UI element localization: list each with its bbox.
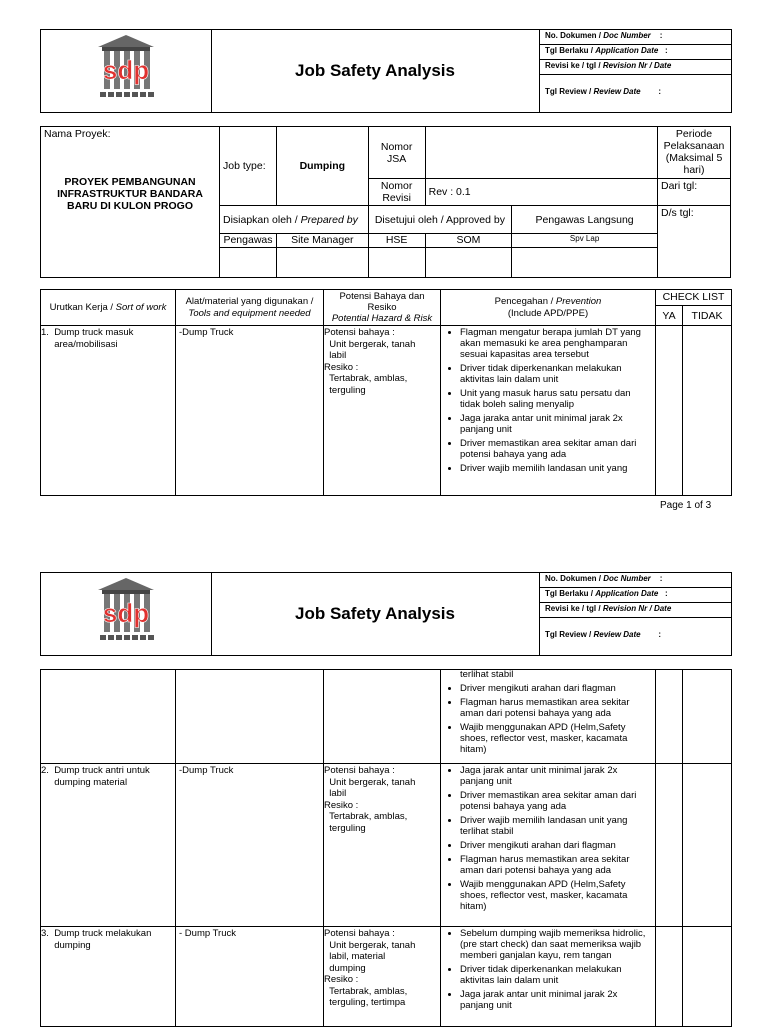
work-step-1: 1. Dump truck masuk area/mobilisasi: [41, 326, 176, 496]
check-tidak-2[interactable]: [683, 764, 732, 927]
prevention-item: • Driver mengikuti arahan dari flagman: [460, 840, 652, 851]
doc-header-page2: [40, 572, 732, 656]
prevention-list-cont: [444, 683, 652, 755]
prevention-item: • Wajib menggunakan APD (Helm,Safety shoes, reflector vest, masker, kacamata hitam): [460, 722, 652, 755]
prevention-item: • Driver wajib memilih landasan unit yang terlihat stabil: [460, 815, 652, 837]
signature-pengawas: Pengawas: [220, 234, 277, 278]
revision-row: Revisi ke / tgl / Revision Nr / Date: [540, 603, 732, 618]
prepared-by-label: Disiapkan oleh / Prepared by: [220, 206, 369, 234]
hazard-2: Potensi bahaya : Unit bergerak, tanah labil Resiko : Tertabrak, amblas, terguling: [324, 764, 441, 927]
prevention-item: • Wajib menggunakan APD (Helm,Safety shoes, reflector vest, masker, kacamata hitam): [460, 879, 652, 912]
work-step-cont: [41, 670, 176, 764]
hazard-cont: [324, 670, 441, 764]
signature-hse: HSE: [368, 234, 425, 278]
prevention-item: • Flagman harus memastikan area sekitar aman dari potensi bahaya yang ada: [460, 854, 652, 876]
project-name-cell: [41, 127, 220, 278]
work-step-3: 3. Dump truck melakukan dumping: [41, 927, 176, 1027]
prevention-cont: [441, 670, 656, 764]
prevention-list-1: [444, 327, 652, 474]
prevention-item: • Driver tidak diperkenankan melakukan aktivitas lain dalam unit: [460, 363, 652, 385]
doc-number-row: No. Dokumen / Doc Number :: [540, 30, 732, 45]
project-name-label: Nama Proyek:: [44, 128, 111, 140]
rev-value: Rev : 0.1: [425, 179, 657, 206]
doc-header: [40, 29, 732, 113]
review-date-row: Tgl Review / Review Date :: [545, 630, 662, 639]
hazard-3: Potensi bahaya : Unit bergerak, tanah labil, material dumping Resiko : Tertabrak, amblas, terguling, tertimpa: [324, 927, 441, 1027]
prevention-2: [441, 764, 656, 927]
tool-1: -Dump Truck: [176, 326, 324, 496]
jsa-table-page2: [40, 669, 732, 1027]
check-ya-1[interactable]: [656, 326, 683, 496]
prevention-item: • Driver wajib memilih landasan unit yang: [460, 463, 652, 474]
job-type-label: Job type:: [220, 127, 277, 206]
prevention-item: • Driver mengikuti arahan dari flagman: [460, 683, 652, 694]
prevention-item: • Jaga jaraka antar unit minimal jarak 2x panjang unit: [460, 413, 652, 435]
job-type-value: Dumping: [277, 127, 369, 206]
application-date-row: Tgl Berlaku / Application Date :: [540, 588, 732, 603]
prevention-list-3: [444, 928, 652, 1011]
tool-3: - Dump Truck: [176, 927, 324, 1027]
prevention-item: • Jaga jarak antar unit minimal jarak 2x panjang unit: [460, 989, 652, 1011]
nomor-revisi-label: Nomor Revisi: [368, 179, 425, 206]
document-meta: [539, 30, 732, 112]
prevention-item: • Driver memastikan area sekitar aman dari potensi bahaya yang ada: [460, 790, 652, 812]
review-date-row: Tgl Review / Review Date :: [545, 87, 662, 96]
check-tidak-cont[interactable]: [683, 670, 732, 764]
approved-by-label: Disetujui oleh / Approved by: [368, 206, 512, 234]
svg-text:sdp: sdp: [102, 598, 150, 628]
tool-2: -Dump Truck: [176, 764, 324, 927]
check-ya-3[interactable]: [656, 927, 683, 1027]
application-date-row: Tgl Berlaku / Application Date :: [540, 45, 732, 60]
document-title: Job Safety Analysis: [295, 61, 455, 80]
col-header-alat: Alat/material yang digunakan / Tools and equipment needed: [176, 290, 324, 326]
col-header-ya: YA: [656, 306, 683, 326]
prevention-item: • Flagman harus memastikan area sekitar aman dari potensi bahaya yang ada: [460, 697, 652, 719]
signature-site-manager: Site Manager: [277, 234, 369, 278]
hazard-1: Potensi bahaya : Unit bergerak, tanah labil Resiko : Tertabrak, amblas, terguling: [324, 326, 441, 496]
company-logo: [41, 30, 212, 112]
prevention-3: [441, 927, 656, 1027]
periode-label: Periode Pelaksanaan (Maksimal 5 hari): [658, 127, 731, 179]
document-title-page2: Job Safety Analysis: [295, 604, 455, 623]
col-header-potensi: Potensi Bahaya dan Resiko Potential Hazard & Risk: [324, 290, 441, 326]
prevention-1: [441, 326, 656, 496]
col-header-tidak: TIDAK: [683, 306, 732, 326]
prevention-item: • Driver tidak diperkenankan melakukan aktivitas lain dalam unit: [460, 964, 652, 986]
signature-som: SOM: [425, 234, 512, 278]
company-logo-page2: [41, 573, 212, 655]
signature-spv-lap: Spv Lap: [512, 234, 658, 278]
dari-tgl: Dari tgl:: [658, 179, 731, 206]
prevention-item: • Flagman mengatur berapa jumlah DT yang akan memasuki ke area penghamparan sesuai kapasitas area tersebut: [460, 327, 652, 360]
nomor-jsa-label: Nomor JSA: [368, 127, 425, 179]
nomor-jsa-value: [425, 127, 657, 179]
prevention-item: • Sebelum dumping wajib memeriksa hidrolic,(pre start check) dan saat memeriksa wajib memberi ganjalan kayu, rem tangan: [460, 928, 652, 961]
tool-cont: [176, 670, 324, 764]
check-ya-2[interactable]: [656, 764, 683, 927]
prevention-item: • Unit yang masuk harus satu persatu dan tidak boleh saling menyalip: [460, 388, 652, 410]
prevention-list-2: [444, 765, 652, 912]
col-header-pencegahan: Pencegahan / Prevention (Include APD/PPE): [441, 290, 656, 326]
ds-tgl: D/s tgl:: [658, 206, 731, 278]
document-meta-page2: [539, 573, 732, 655]
doc-number-row: No. Dokumen / Doc Number :: [540, 573, 732, 588]
svg-text:sdp: sdp: [102, 55, 150, 85]
col-header-urutan: Urutkan Kerja / Sort of work: [41, 290, 176, 326]
jsa-table-page1: [40, 289, 732, 496]
prevention-item: • Jaga jarak antar unit minimal jarak 2x panjang unit: [460, 765, 652, 787]
check-tidak-3[interactable]: [683, 927, 732, 1027]
revision-row: Revisi ke / tgl / Revision Nr / Date: [540, 60, 732, 75]
pengawas-langsung-label: Pengawas Langsung: [512, 206, 658, 234]
check-ya-cont[interactable]: [656, 670, 683, 764]
prevention-cont-text: terlihat stabil: [460, 669, 514, 680]
project-info-table: [40, 126, 731, 278]
prevention-item: • Driver memastikan area sekitar aman dari potensi bahaya yang ada: [460, 438, 652, 460]
check-tidak-1[interactable]: [683, 326, 732, 496]
col-header-checklist: CHECK LIST: [656, 290, 732, 306]
work-step-2: 2. Dump truck antri untuk dumping material: [41, 764, 176, 927]
project-name-value: PROYEK PEMBANGUNAN INFRASTRUKTUR BANDARA BARU DI KULON PROGO: [57, 176, 203, 212]
page-number: Page 1 of 3: [660, 500, 712, 511]
